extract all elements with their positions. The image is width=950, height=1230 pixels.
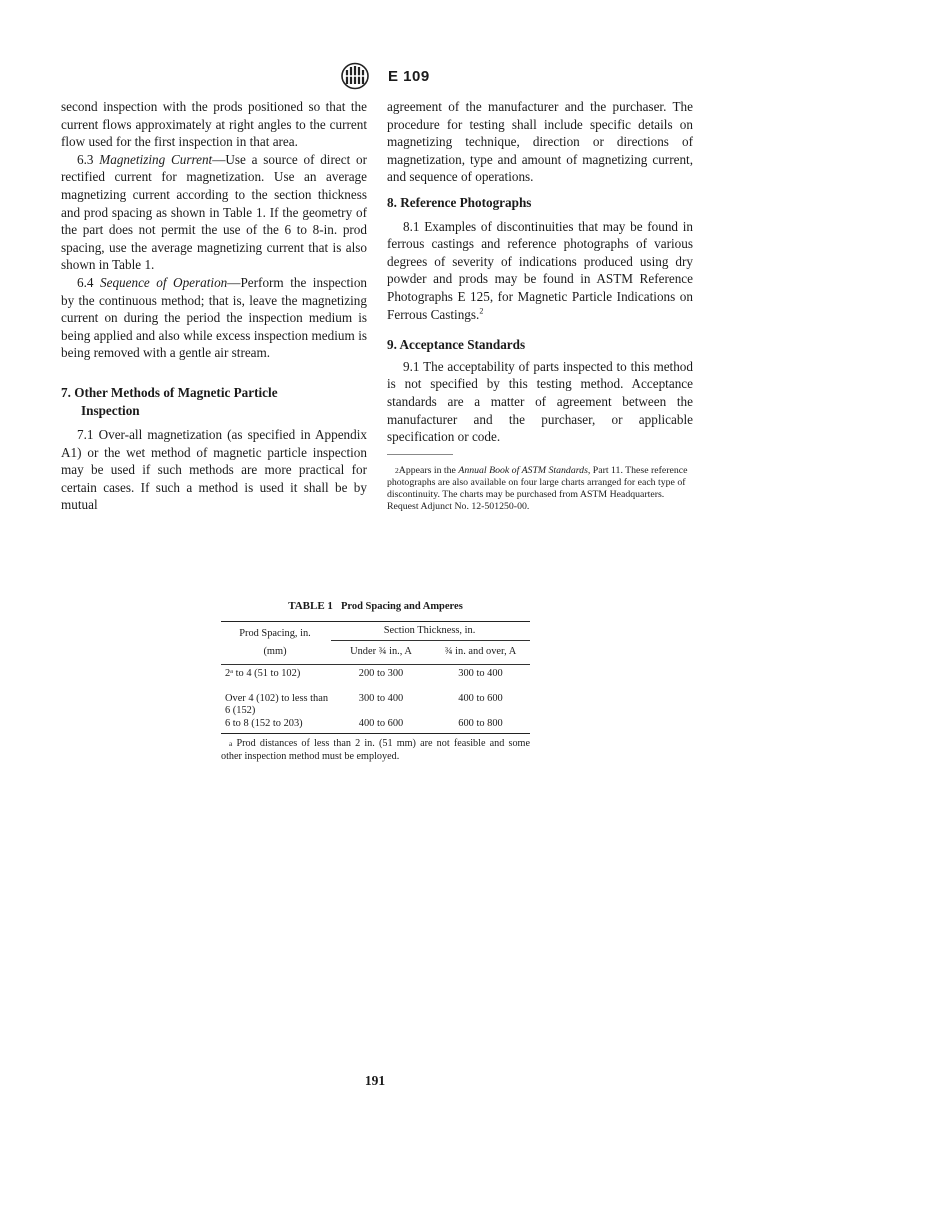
section-8-1-text: 8.1 Examples of discontinuities that may be found in ferrous castings and reference photographs of various degrees of severity of indications produced using dry powder and prods may be found in ASTM Reference Photographs E 125, for Magnetic Particle Indications on Ferrous Castings. — [387, 218, 693, 322]
footnote-italic: Annual Book of ASTM Standards — [458, 464, 588, 476]
table-footnote-text: Prod distances of less than 2 in. (51 mm) are not feasible and some other inspection method must be employed. — [221, 737, 530, 762]
table-row — [221, 690, 530, 715]
section-7-heading-line2: Inspection — [81, 402, 140, 418]
footnote-text-a: Appears in the — [398, 464, 459, 476]
table-row — [221, 715, 530, 731]
column-group-rule — [331, 640, 530, 641]
table-footnote-mark: a — [229, 738, 233, 748]
column-header-prod-spacing-line1: Prod Spacing, in. — [239, 627, 311, 639]
section-6-3-title: Magnetizing Current — [99, 151, 213, 167]
cell-spacing: 6 to 8 (152 to 203) — [225, 717, 303, 729]
footnote-number: 2 — [395, 465, 399, 475]
footnote-text-b: , Part 11. These reference photographs are also available on four large charts arranged for each type of discontinuity. The charts may be purchased from ASTM Headquarters. Request Adjunct No. 12-501250-00. — [387, 464, 688, 512]
section-6-4-title: Sequence of Operation — [100, 274, 228, 290]
cell-spacing: Over 4 (102) to less than 6 (152) — [225, 692, 329, 716]
section-9-1: 9.1 The acceptability of parts inspected to this method is not specified by this testing method. Acceptance standards are a matter of agreement between the manufacturer and the purchaser, or applicable specification or code. — [387, 358, 693, 445]
paragraph-continued-right: agreement of the manufacturer and the purchaser. The procedure for testing shall include specific details on magnetizing technique, direction or directions of magnetization, type and amount of magnetizing current, and sequence of operations. — [387, 99, 693, 185]
cell-under: 300 to 400 — [358, 692, 404, 704]
section-9-heading: 9. Acceptance Standards — [387, 337, 526, 353]
astm-logo — [340, 62, 370, 90]
table-bottom-rule — [221, 733, 530, 734]
section-8-heading: 8. Reference Photographs — [387, 194, 532, 210]
table-1 — [221, 600, 530, 773]
section-7-heading — [61, 384, 367, 419]
column-header-under: Under ¾ in., A — [350, 645, 412, 657]
table-number: TABLE 1 — [288, 600, 333, 612]
table-title: Prod Spacing and Amperes — [340, 601, 463, 612]
page-number: 191 — [364, 1073, 386, 1088]
footnote — [387, 465, 693, 513]
table-footnote — [221, 737, 530, 763]
section-6-3-text: —Use a source of direct or rectified current for magnetization. Use an average magnetizing current according to the section thickness and prod spacing as shown in Table 1. If the geometry of the part does not permit the use of the 6 to 8-in. prod spacing, use the average magnetizing current that is also shown in Table 1. — [61, 151, 367, 273]
column-group-header: Section Thickness, in. — [383, 624, 476, 636]
footnote-reference: 2 — [479, 306, 484, 316]
standard-designation: E 109 — [388, 67, 430, 85]
section-6-3 — [61, 151, 367, 274]
page-header — [340, 62, 430, 90]
cell-over: 400 to 600 — [458, 692, 503, 704]
cell-under: 200 to 300 — [358, 667, 404, 679]
cell-spacing: 2ᵃ to 4 (51 to 102) — [225, 667, 301, 679]
table-row — [221, 665, 530, 690]
section-7-heading-line1: 7. Other Methods of Magnetic Particle — [61, 384, 278, 400]
section-6-3-number: 6.3 — [77, 151, 94, 167]
section-6-4 — [61, 274, 367, 362]
right-column — [387, 98, 693, 513]
cell-under: 400 to 600 — [358, 717, 404, 729]
footnote-divider — [387, 454, 453, 455]
section-8-1 — [387, 218, 693, 324]
left-column — [61, 98, 367, 514]
section-7-1: 7.1 Over-all magnetization (as specified in Appendix A1) or the wet method of magnetic particle inspection may be used if such methods are more practical for certain cases. If such a method is used it shall be by mutual — [61, 427, 367, 513]
table-header — [221, 621, 530, 664]
table-caption — [221, 600, 530, 614]
cell-over: 300 to 400 — [458, 667, 503, 679]
column-header-over: ¾ in. and over, A — [444, 645, 517, 657]
column-header-prod-spacing — [221, 628, 329, 659]
column-header-prod-spacing-line2: (mm) — [263, 646, 287, 657]
section-6-4-text: —Perform the inspection by the continuous method; that is, leave the magnetizing current on during the period the inspection medium is being applied and also while excess inspection medium is being removed with a gentle air stream. — [61, 274, 368, 361]
paragraph-continued: second inspection with the prods positioned so that the current flows approximately at right angles to the current flow used for the first inspection in that area. — [61, 99, 367, 150]
cell-over: 600 to 800 — [458, 717, 503, 729]
section-6-4-number: 6.4 — [77, 274, 94, 290]
